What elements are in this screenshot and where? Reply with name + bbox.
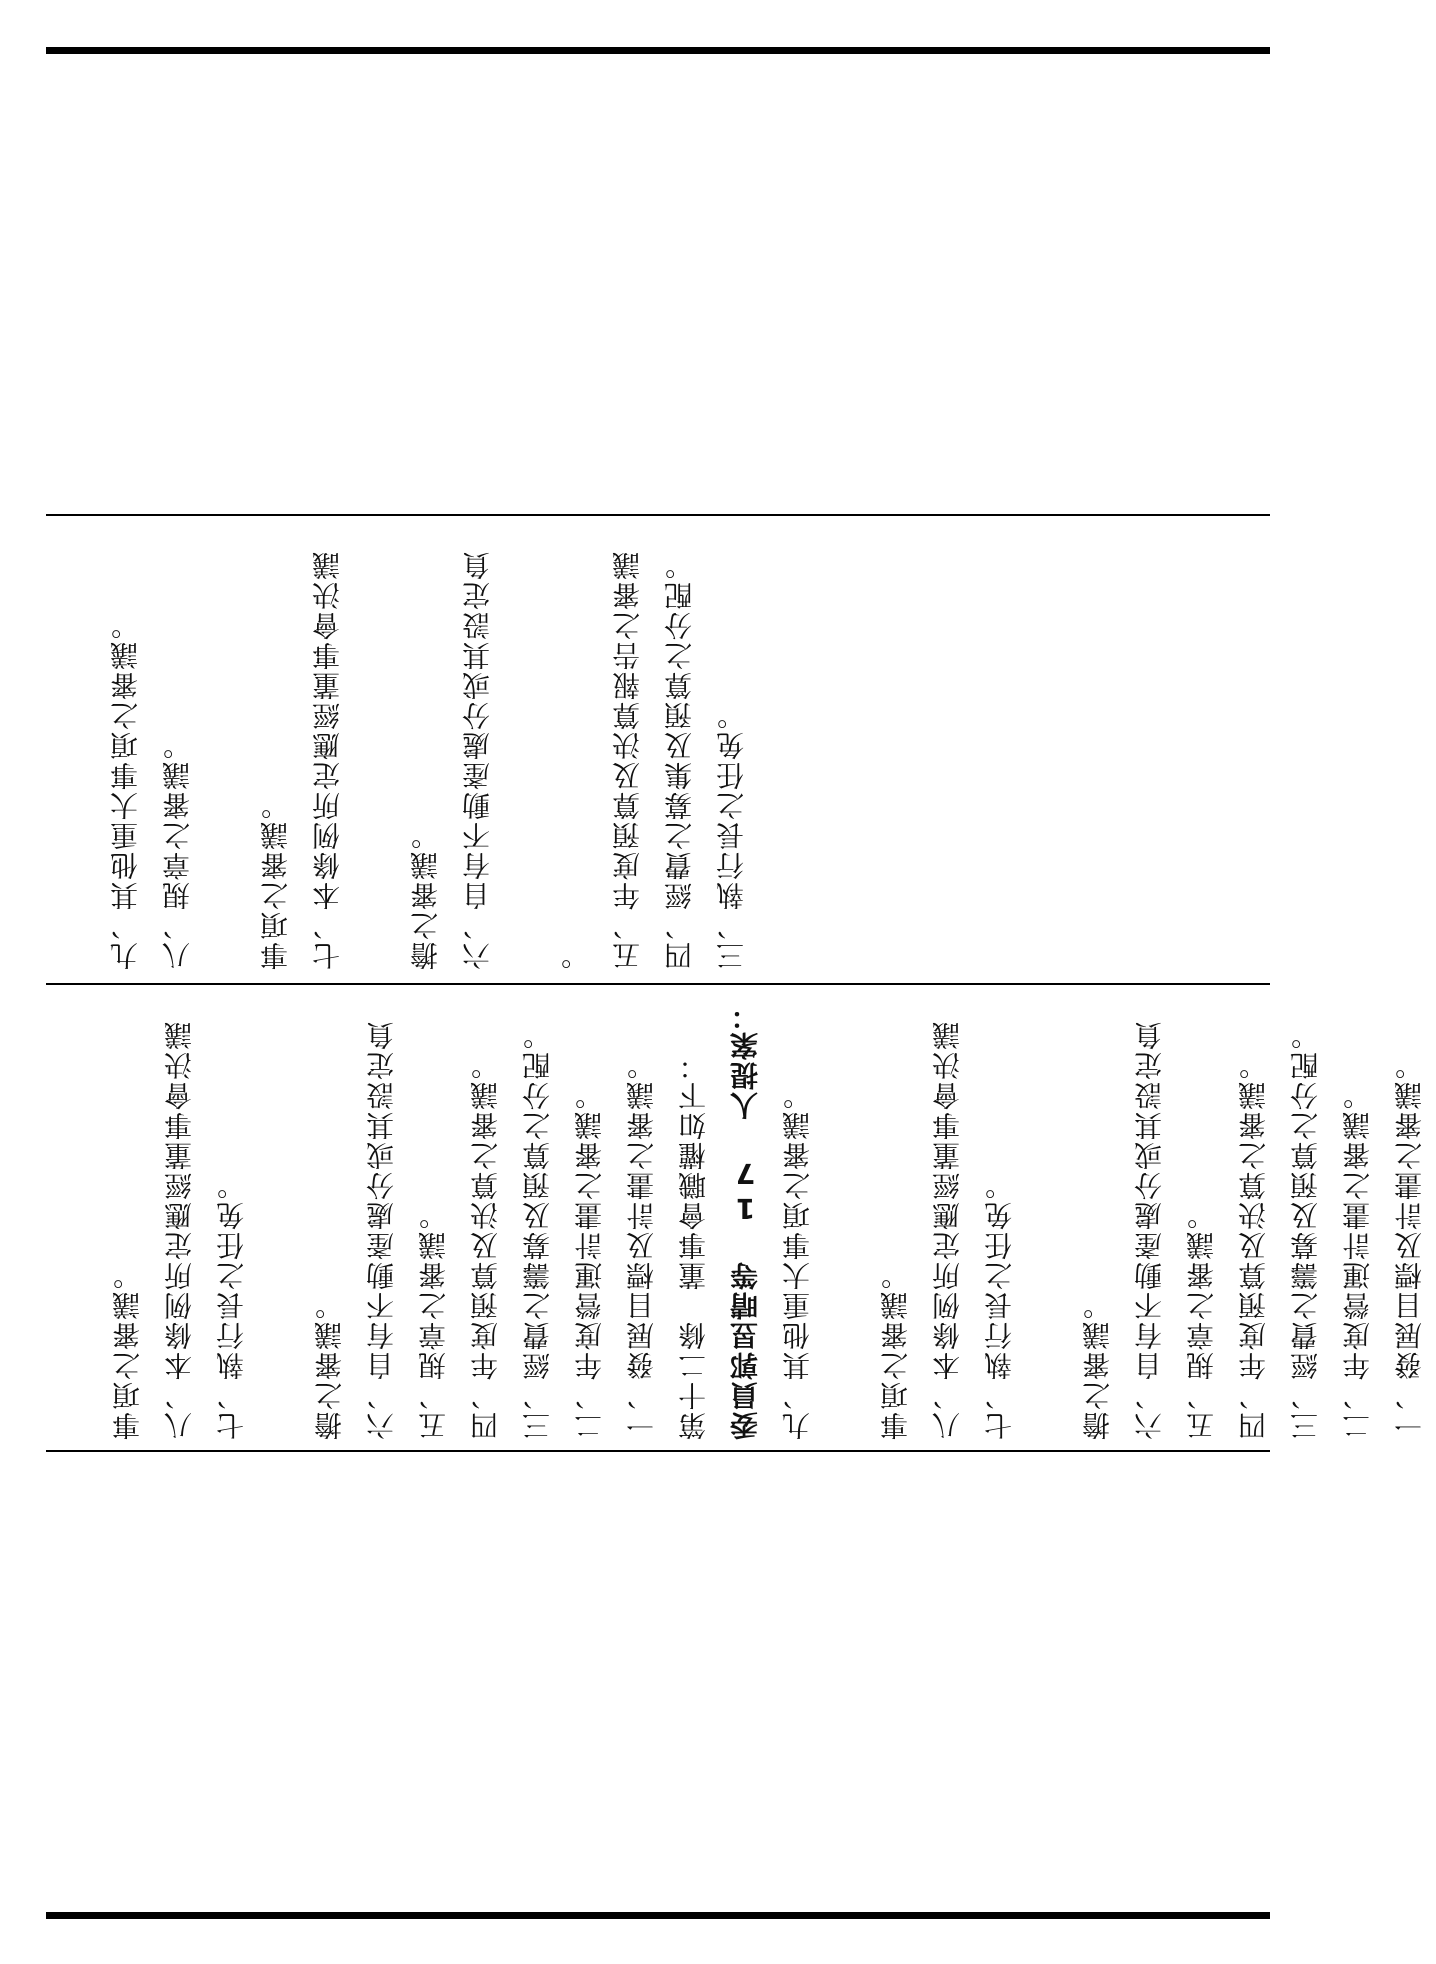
text-line: 事項之審議。	[879, 1260, 912, 1440]
text-line: 七、執行長之任免。	[215, 1170, 248, 1440]
text-line: 一、發展目標及計畫之審議。	[1393, 1050, 1426, 1440]
text-line: 三、執行長之任免。	[715, 700, 748, 970]
text-line: 四、年度預算及決算之審議。	[1237, 1050, 1270, 1440]
text-line: 七、執行長之任免。	[983, 1170, 1016, 1440]
text-line: 七、本條例所定應經董事會決議	[311, 550, 344, 970]
text-line: 事項之審議。	[259, 790, 292, 970]
text-line: 八、規章之審議。	[161, 730, 194, 970]
text-line: 六、自有不動產處分或其設定負	[365, 1020, 398, 1440]
text-line: 二、年度營運計畫之審議。	[573, 1080, 606, 1440]
text-line: 六、自有不動產處分或其設定負	[461, 550, 494, 970]
text-line: 。	[559, 940, 592, 970]
text-line: 四、經費之募集及預算之分配。	[663, 550, 696, 970]
text-line: 八、本條例所定應經董事會決議	[163, 1020, 196, 1440]
text-line: 二、年度營運計畫之審議。	[1341, 1080, 1374, 1440]
text-line: 六、自有不動產處分或其設定負	[1133, 1020, 1166, 1440]
bottom-border-rule	[46, 1912, 1270, 1919]
middle-divider-rule	[46, 983, 1270, 985]
upper-divider-rule	[46, 514, 1270, 516]
text-line: 一、發展目標及計畫之審議。	[625, 1050, 658, 1440]
text-line: 九、其他重大事項之審議。	[109, 610, 142, 970]
text-line: 五、規章之審議。	[417, 1200, 450, 1440]
lower-text-block	[56, 1000, 1436, 1440]
text-line: 擔之審議。	[1081, 1290, 1114, 1440]
text-line: 事項之審議。	[111, 1260, 144, 1440]
text-line: 擔之審議。	[313, 1290, 346, 1440]
text-line: 四、年度預算及決算之審議。	[469, 1050, 502, 1440]
text-line: 五、規章之審議。	[1185, 1200, 1218, 1440]
text-line: 八、本條例所定應經董事會決議	[931, 1020, 964, 1440]
upper-text-block	[100, 530, 758, 970]
lower-divider-rule	[46, 1450, 1270, 1452]
text-line: 三、經費之籌募及預算之分配。	[1289, 1020, 1322, 1440]
text-line: 三、經費之籌募及預算之分配。	[521, 1020, 554, 1440]
text-line: 委員郭昱晴等 17 人提案：	[729, 1000, 762, 1440]
text-line: 擔之審議。	[409, 820, 442, 970]
text-line: 第十二條 董事會職權如下：	[677, 1050, 710, 1440]
text-line: 五、年度預算及決算報告之審議	[611, 550, 644, 970]
top-border-rule	[46, 47, 1270, 54]
text-line: 九、其他重大事項之審議。	[781, 1080, 814, 1440]
